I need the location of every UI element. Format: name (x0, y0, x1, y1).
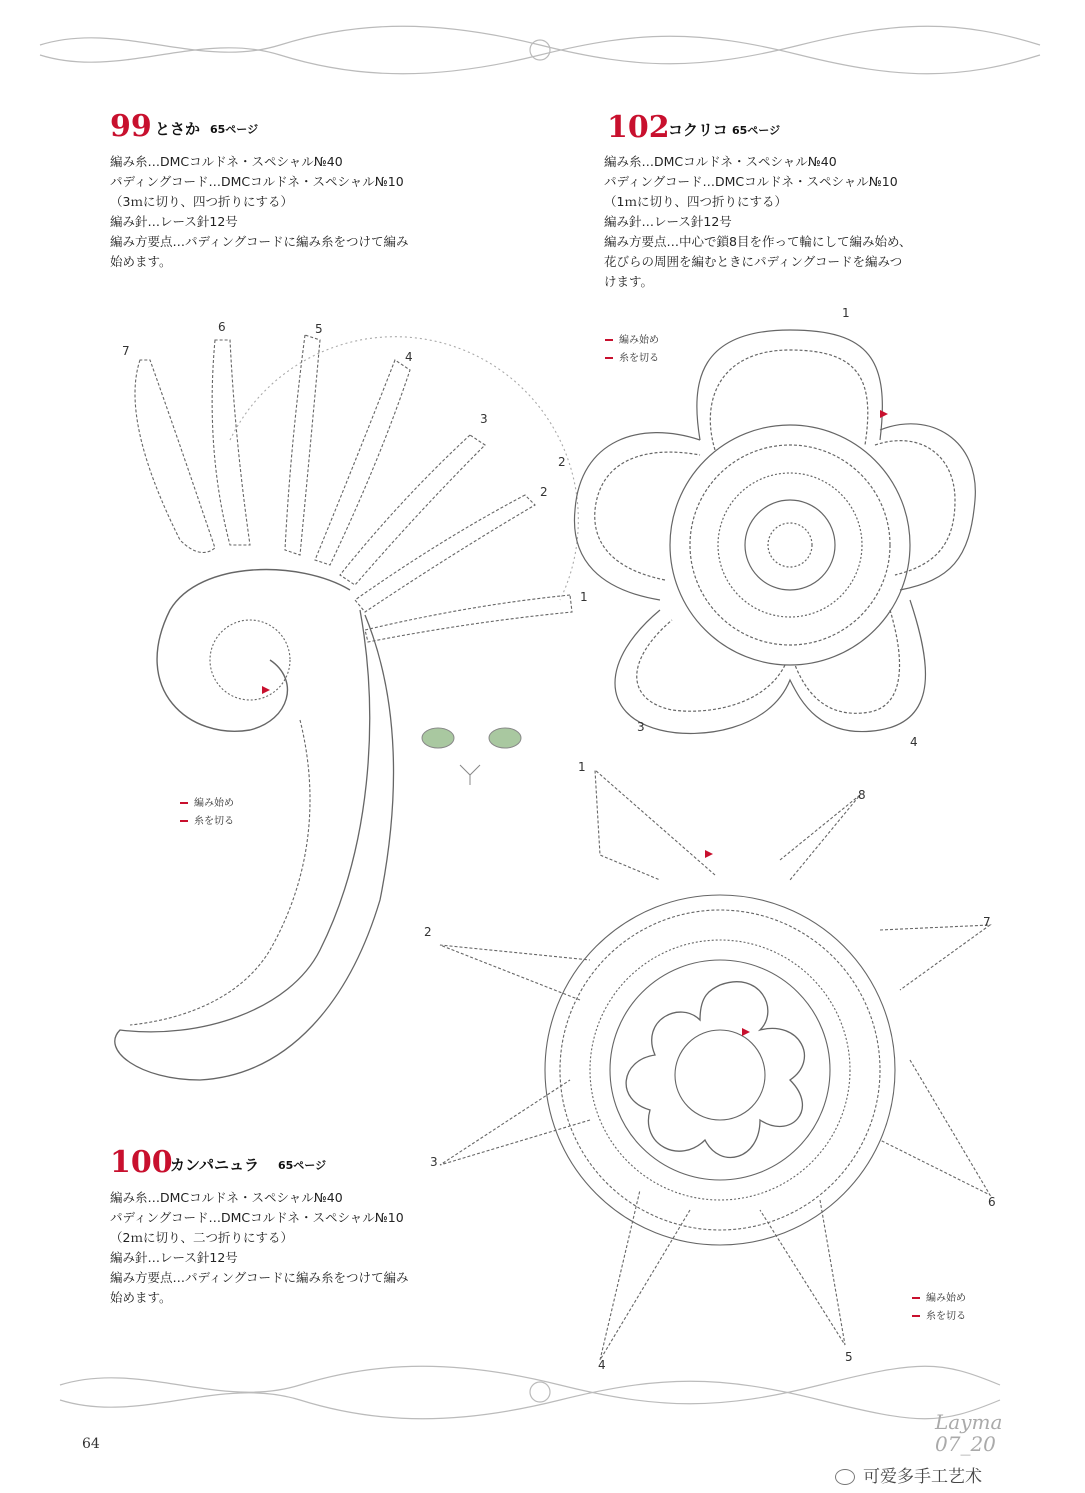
pattern-99-label-4: 4 (405, 350, 413, 364)
instruction-line: 始めます。 (110, 1290, 172, 1305)
instruction-line: （3ｍに切り、四つ折りにする） (110, 194, 293, 209)
pattern-102-title: コクリコ (668, 121, 728, 139)
instruction-line: パディングコード…DMCコルドネ・スペシャル№10 (110, 1210, 404, 1225)
pattern-102-page-ref: 65ページ (732, 124, 781, 137)
instruction-line: （1ｍに切り、四つ折りにする） (604, 194, 787, 209)
wechat-watermark (835, 1462, 982, 1487)
instruction-line: 始めます。 (110, 254, 172, 269)
pattern-102-label-4: 4 (910, 735, 918, 749)
legend-item: 編み始め (180, 795, 234, 813)
wechat-icon (835, 1469, 855, 1485)
instruction-line: （2ｍに切り、二つ折りにする） (110, 1230, 293, 1245)
instruction-line: 編み方要点…パディングコードに編み糸をつけて編み (110, 234, 409, 249)
legend-item: 糸を切る (180, 813, 234, 831)
watermark-bottom: 07_20 (935, 1432, 996, 1456)
wechat-account-name: 可爱多手工艺术 (863, 1467, 982, 1487)
pattern-100-label-7: 7 (983, 915, 991, 929)
pattern-100-label-1: 1 (578, 760, 586, 774)
pattern-99-label-3: 3 (480, 412, 488, 426)
instruction-line: 編み糸…DMCコルドネ・スペシャル№40 (110, 154, 343, 169)
instruction-line: けます。 (604, 274, 654, 289)
pattern-100-label-2: 2 (424, 925, 432, 939)
pattern-99-label-5: 5 (315, 322, 323, 336)
pattern-100-label-5: 5 (845, 1350, 853, 1364)
instruction-line: 編み方要点…パディングコードに編み糸をつけて編み (110, 1270, 409, 1285)
legend-item: 糸を切る (605, 350, 659, 368)
pattern-100-number: 100 (110, 1145, 173, 1180)
pattern-100-label-4: 4 (598, 1358, 606, 1372)
instruction-line: 編み針…レース針12号 (110, 1250, 238, 1265)
pattern-102-label-1: 1 (842, 306, 850, 320)
instruction-line: 編み糸…DMCコルドネ・スペシャル№40 (604, 154, 837, 169)
pattern-102-label-2: 2 (558, 455, 566, 469)
instruction-line: 編み方要点…中心で鎖8目を作って輪にして編み始め、 (604, 234, 912, 249)
instruction-line: 編み針…レース針12号 (110, 214, 238, 229)
instruction-line: パディングコード…DMCコルドネ・スペシャル№10 (110, 174, 404, 189)
pattern-100-label-3: 3 (430, 1155, 438, 1169)
instruction-line: 編み針…レース針12号 (604, 214, 732, 229)
watermark-top: Layma (935, 1410, 1003, 1434)
page-number: 64 (82, 1436, 100, 1452)
pattern-99-label-1: 1 (580, 590, 588, 604)
instruction-line: 編み糸…DMCコルドネ・スペシャル№40 (110, 1190, 343, 1205)
pattern-99-number: 99 (110, 109, 152, 144)
pattern-100-label-6: 6 (988, 1195, 996, 1209)
pattern-99-title: とさか (155, 120, 201, 138)
legend-item: 編み始め (605, 332, 659, 350)
pattern-102-label-3: 3 (637, 720, 645, 734)
legend-item: 編み始め (912, 1290, 966, 1308)
pattern-99-label-2: 2 (540, 485, 548, 499)
pattern-99-label-6: 6 (218, 320, 226, 334)
pattern-102-number: 102 (607, 110, 670, 145)
pattern-99-page-ref: 65ページ (210, 123, 259, 136)
pattern-100-page-ref: 65ページ (278, 1159, 327, 1172)
pattern-100-label-8: 8 (858, 788, 866, 802)
instruction-line: 花びらの周囲を編むときにパディングコードを編みつ (604, 254, 903, 269)
legend-item: 糸を切る (912, 1308, 966, 1326)
pattern-100-title: カンパニュラ (170, 1156, 259, 1174)
instruction-line: パディングコード…DMCコルドネ・スペシャル№10 (604, 174, 898, 189)
pattern-99-label-7: 7 (122, 344, 130, 358)
